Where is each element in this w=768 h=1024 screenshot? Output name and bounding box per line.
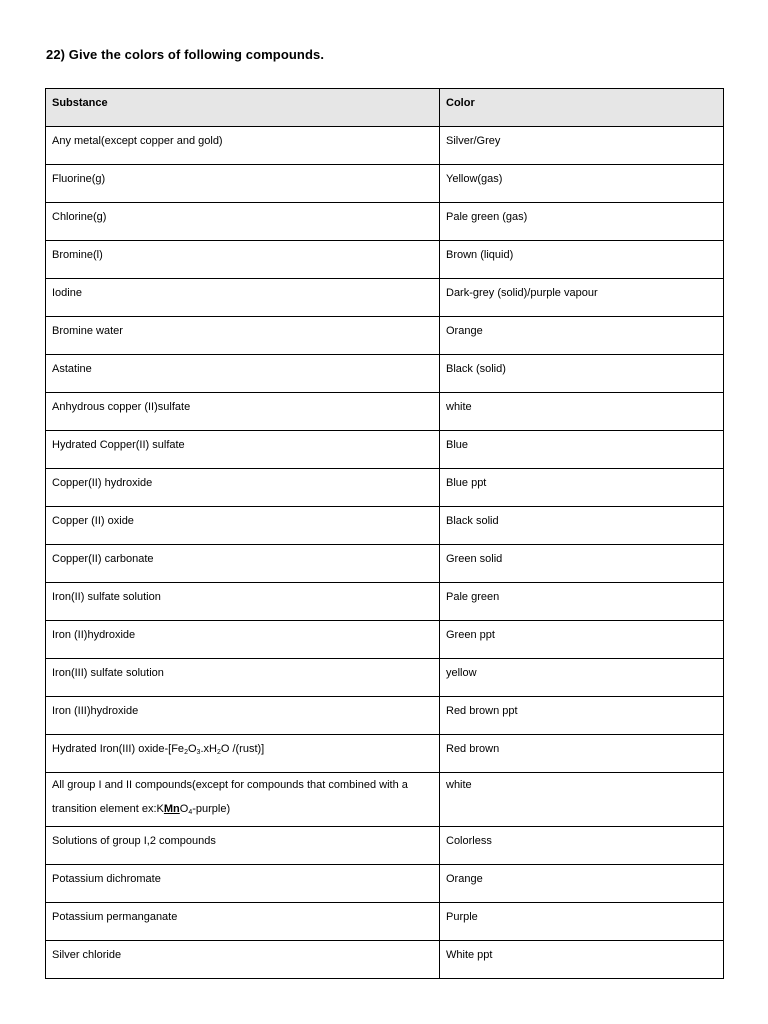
color-cell: white bbox=[440, 393, 724, 431]
subscript: 4 bbox=[188, 809, 193, 816]
table-row bbox=[46, 659, 724, 697]
table-row bbox=[46, 241, 724, 279]
header-color: Color bbox=[440, 89, 724, 127]
substance-cell bbox=[46, 773, 440, 827]
table-row bbox=[46, 279, 724, 317]
substance-cell: Iodine bbox=[46, 279, 440, 317]
color-cell: Brown (liquid) bbox=[440, 241, 724, 279]
table-row bbox=[46, 203, 724, 241]
color-cell: Green ppt bbox=[440, 621, 724, 659]
table-row bbox=[46, 507, 724, 545]
table-row bbox=[46, 865, 724, 903]
header-substance: Substance bbox=[46, 89, 440, 127]
color-cell: Blue ppt bbox=[440, 469, 724, 507]
color-cell: Pale green bbox=[440, 583, 724, 621]
table-header-row bbox=[46, 89, 724, 127]
formula-text: O bbox=[187, 743, 197, 755]
substance-cell: Astatine bbox=[46, 355, 440, 393]
substance-cell: Any metal(except copper and gold) bbox=[46, 127, 440, 165]
table-row bbox=[46, 127, 724, 165]
formula-text: O bbox=[179, 803, 189, 815]
color-cell: Green solid bbox=[440, 545, 724, 583]
substance-cell: Anhydrous copper (II)sulfate bbox=[46, 393, 440, 431]
subscript: 2 bbox=[216, 749, 221, 756]
color-cell: Red brown bbox=[440, 735, 724, 773]
color-cell: Red brown ppt bbox=[440, 697, 724, 735]
substance-cell: Potassium dichromate bbox=[46, 865, 440, 903]
color-cell: Orange bbox=[440, 317, 724, 355]
substance-cell: Copper (II) oxide bbox=[46, 507, 440, 545]
table-row bbox=[46, 827, 724, 865]
table-row bbox=[46, 773, 724, 827]
table-row bbox=[46, 697, 724, 735]
table-row bbox=[46, 583, 724, 621]
substance-cell: Chlorine(g) bbox=[46, 203, 440, 241]
table-row bbox=[46, 735, 724, 773]
table-row bbox=[46, 317, 724, 355]
table-row bbox=[46, 393, 724, 431]
substance-cell: Hydrated Copper(II) sulfate bbox=[46, 431, 440, 469]
color-cell: Dark-grey (solid)/purple vapour bbox=[440, 279, 724, 317]
table-row bbox=[46, 621, 724, 659]
table-row bbox=[46, 545, 724, 583]
substance-cell: Iron(III) sulfate solution bbox=[46, 659, 440, 697]
color-cell: Pale green (gas) bbox=[440, 203, 724, 241]
substance-line: All group I and II compounds(except for compounds that combined with a bbox=[52, 779, 408, 791]
subscript: 2 bbox=[184, 749, 188, 756]
substance-cell: Iron (III)hydroxide bbox=[46, 697, 440, 735]
formula-text: O /(rust)] bbox=[220, 743, 265, 755]
subscript: 3 bbox=[196, 749, 201, 756]
color-cell: Black solid bbox=[440, 507, 724, 545]
substance-cell: Bromine water bbox=[46, 317, 440, 355]
color-cell: Orange bbox=[440, 865, 724, 903]
color-cell: Silver/Grey bbox=[440, 127, 724, 165]
color-cell: Purple bbox=[440, 903, 724, 941]
substance-cell: Copper(II) carbonate bbox=[46, 545, 440, 583]
color-cell: yellow bbox=[440, 659, 724, 697]
table-row bbox=[46, 355, 724, 393]
table-row bbox=[46, 469, 724, 507]
formula-text: Mn bbox=[163, 803, 180, 815]
table-row bbox=[46, 941, 724, 979]
color-cell: Blue bbox=[440, 431, 724, 469]
substance-line: -purple) bbox=[192, 803, 231, 815]
substance-cell: Bromine(l) bbox=[46, 241, 440, 279]
color-cell: Colorless bbox=[440, 827, 724, 865]
color-cell: Yellow(gas) bbox=[440, 165, 724, 203]
table-row bbox=[46, 165, 724, 203]
table-row bbox=[46, 903, 724, 941]
color-cell: Black (solid) bbox=[440, 355, 724, 393]
substance-cell: Iron (II)hydroxide bbox=[46, 621, 440, 659]
substance-cell: Potassium permanganate bbox=[46, 903, 440, 941]
substance-cell: Solutions of group I,2 compounds bbox=[46, 827, 440, 865]
question-heading: 22) Give the colors of following compounds. bbox=[46, 47, 325, 62]
substance-cell bbox=[46, 735, 440, 773]
formula-text: Hydrated Iron(III) oxide-[Fe bbox=[52, 743, 185, 755]
substance-cell: Iron(II) sulfate solution bbox=[46, 583, 440, 621]
substance-cell: Silver chloride bbox=[46, 941, 440, 979]
color-cell: White ppt bbox=[440, 941, 724, 979]
table-row bbox=[46, 431, 724, 469]
color-cell: white bbox=[440, 773, 724, 827]
compound-colors-table bbox=[45, 88, 724, 979]
substance-cell: Copper(II) hydroxide bbox=[46, 469, 440, 507]
substance-cell: Fluorine(g) bbox=[46, 165, 440, 203]
substance-line: transition element ex:K bbox=[52, 803, 164, 815]
formula-text: .xH bbox=[200, 743, 217, 755]
